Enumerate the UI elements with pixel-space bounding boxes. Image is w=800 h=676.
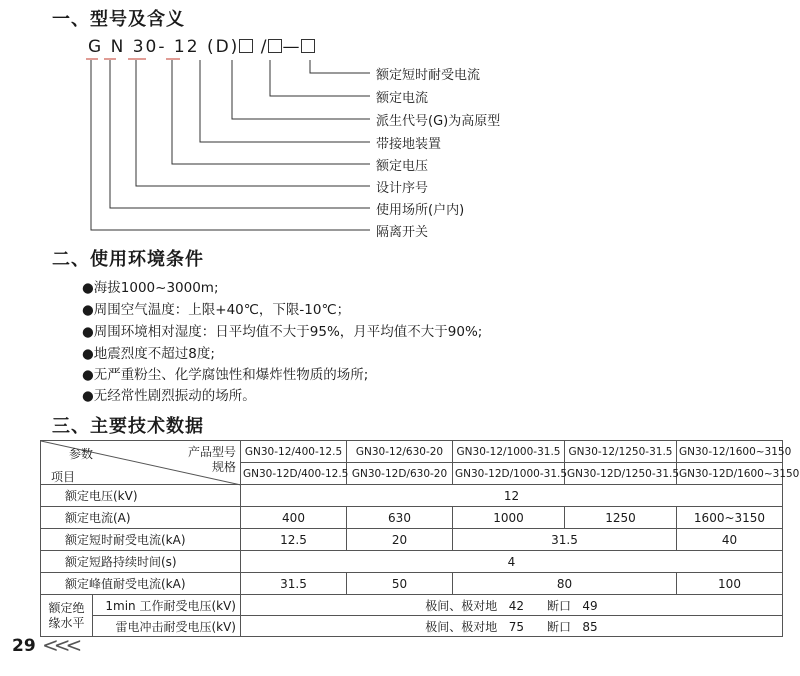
value-lightning: 极间、极对地 75 断口 85 [241,616,783,637]
bullet-icon: ● [82,388,94,404]
model-cell: GN30-12/630-20 [347,441,453,463]
table-corner-cell [41,441,241,485]
corner-model-label: 产品型号 [187,445,236,459]
table-row [41,616,783,637]
env-item-humidity: ●周围环境相对湿度：日平均值不大于95%，月平均值不大于90%; [82,324,483,340]
model-cell: GN30-12D/1250-31.5 [565,463,677,485]
table-row [41,485,783,507]
value-cell: 31.5 [241,573,347,595]
meaning-usage-place: 使用场所(户内) [376,203,465,218]
value-cell: 400 [241,507,347,529]
row-label-rated-voltage: 额定电压(kV) [41,485,241,507]
section-title-tech-data: 三、主要技术数据 [52,416,204,437]
meaning-grounding-device: 带接地装置 [376,137,442,152]
meaning-rated-current: 额定电流 [376,91,429,106]
model-cell: GN30-12D/1600~3150 [677,463,783,485]
code-emdash: — [282,37,302,57]
code-voltage: 12 [173,37,200,57]
row-label-rated-current: 额定电流(A) [41,507,241,529]
table-row [41,551,783,573]
section-title-model: 一、型号及含义 [52,9,185,30]
code-letter-g: G [88,37,104,57]
value-rated-voltage: 12 [241,485,783,507]
code-dash: - [158,37,167,57]
table-row [41,573,783,595]
value-cell: 1000 [453,507,565,529]
env-item-altitude: ●海拔1000~3000m; [82,280,219,296]
env-item-seismic: ●地震烈度不超过8度; [82,346,215,362]
model-cell: GN30-12D/400-12.5 [241,463,347,485]
model-cell: GN30-12/1600~3150 [677,441,783,463]
value-cell: 12.5 [241,529,347,551]
value-cell: 100 [677,573,783,595]
bullet-icon: ● [82,367,94,383]
row-label-peak-current: 额定峰值耐受电流(kA) [41,573,241,595]
value-cell: 1250 [565,507,677,529]
value-cell: 80 [453,573,677,595]
env-item-temperature: ●周围空气温度：上限+40℃，下限-10℃； [82,302,351,318]
model-cell: GN30-12D/1000-31.5 [453,463,565,485]
value-cell: 630 [347,507,453,529]
bullet-icon: ● [82,302,94,318]
page-number: 29 [12,636,36,656]
env-item-dust: ●无严重粉尘、化学腐蚀性和爆炸性物质的场所; [82,367,369,383]
env-item-vibration: ●无经常性剧烈振动的场所。 [82,388,256,404]
model-cell: GN30-12/400-12.5 [241,441,347,463]
corner-param-label: 参数 [69,447,94,461]
value-cell: 20 [347,529,453,551]
chevron-left-icon: <<< [42,633,78,657]
table-row [41,507,783,529]
model-cell: GN30-12D/630-20 [347,463,453,485]
model-cell: GN30-12/1000-31.5 [453,441,565,463]
code-slash: / [260,37,269,57]
bullet-icon: ● [82,280,94,296]
meaning-rated-voltage: 额定电压 [376,159,429,174]
table-row [41,441,783,463]
row-label-insulation: 额定绝 缘水平 [41,595,93,637]
code-design-number: 30 [132,37,159,57]
meaning-design-serial: 设计序号 [376,181,429,196]
row-label-lightning: 雷电冲击耐受电压(kV) [93,616,241,637]
value-cell: 1600~3150 [677,507,783,529]
row-label-duration: 额定短路持续时间(s) [41,551,241,573]
value-power-freq: 极间、极对地 42 断口 49 [241,595,783,616]
row-label-power-freq: 1min 工作耐受电压(kV) [93,595,241,616]
meaning-disconnector: 隔离开关 [376,225,429,240]
corner-item-label: 项目 [51,470,76,484]
corner-spec-label: 规格 [211,460,236,474]
meaning-derivative-code: 派生代号(G)为高原型 [376,114,501,129]
table-row [41,595,783,616]
value-cell: 31.5 [453,529,677,551]
code-grounding: (D) [206,37,240,57]
bullet-icon: ● [82,346,94,362]
table-row [41,529,783,551]
model-cell: GN30-12/1250-31.5 [565,441,677,463]
bullet-icon: ● [82,324,94,340]
row-label-short-time-current: 额定短时耐受电流(kA) [41,529,241,551]
meaning-short-time-current: 额定短时耐受电流 [376,68,481,83]
section-title-environment: 二、使用环境条件 [52,249,204,270]
code-letter-n: N [110,37,126,57]
value-duration: 4 [241,551,783,573]
value-cell: 40 [677,529,783,551]
tech-data-table [40,440,800,637]
value-cell: 50 [347,573,453,595]
